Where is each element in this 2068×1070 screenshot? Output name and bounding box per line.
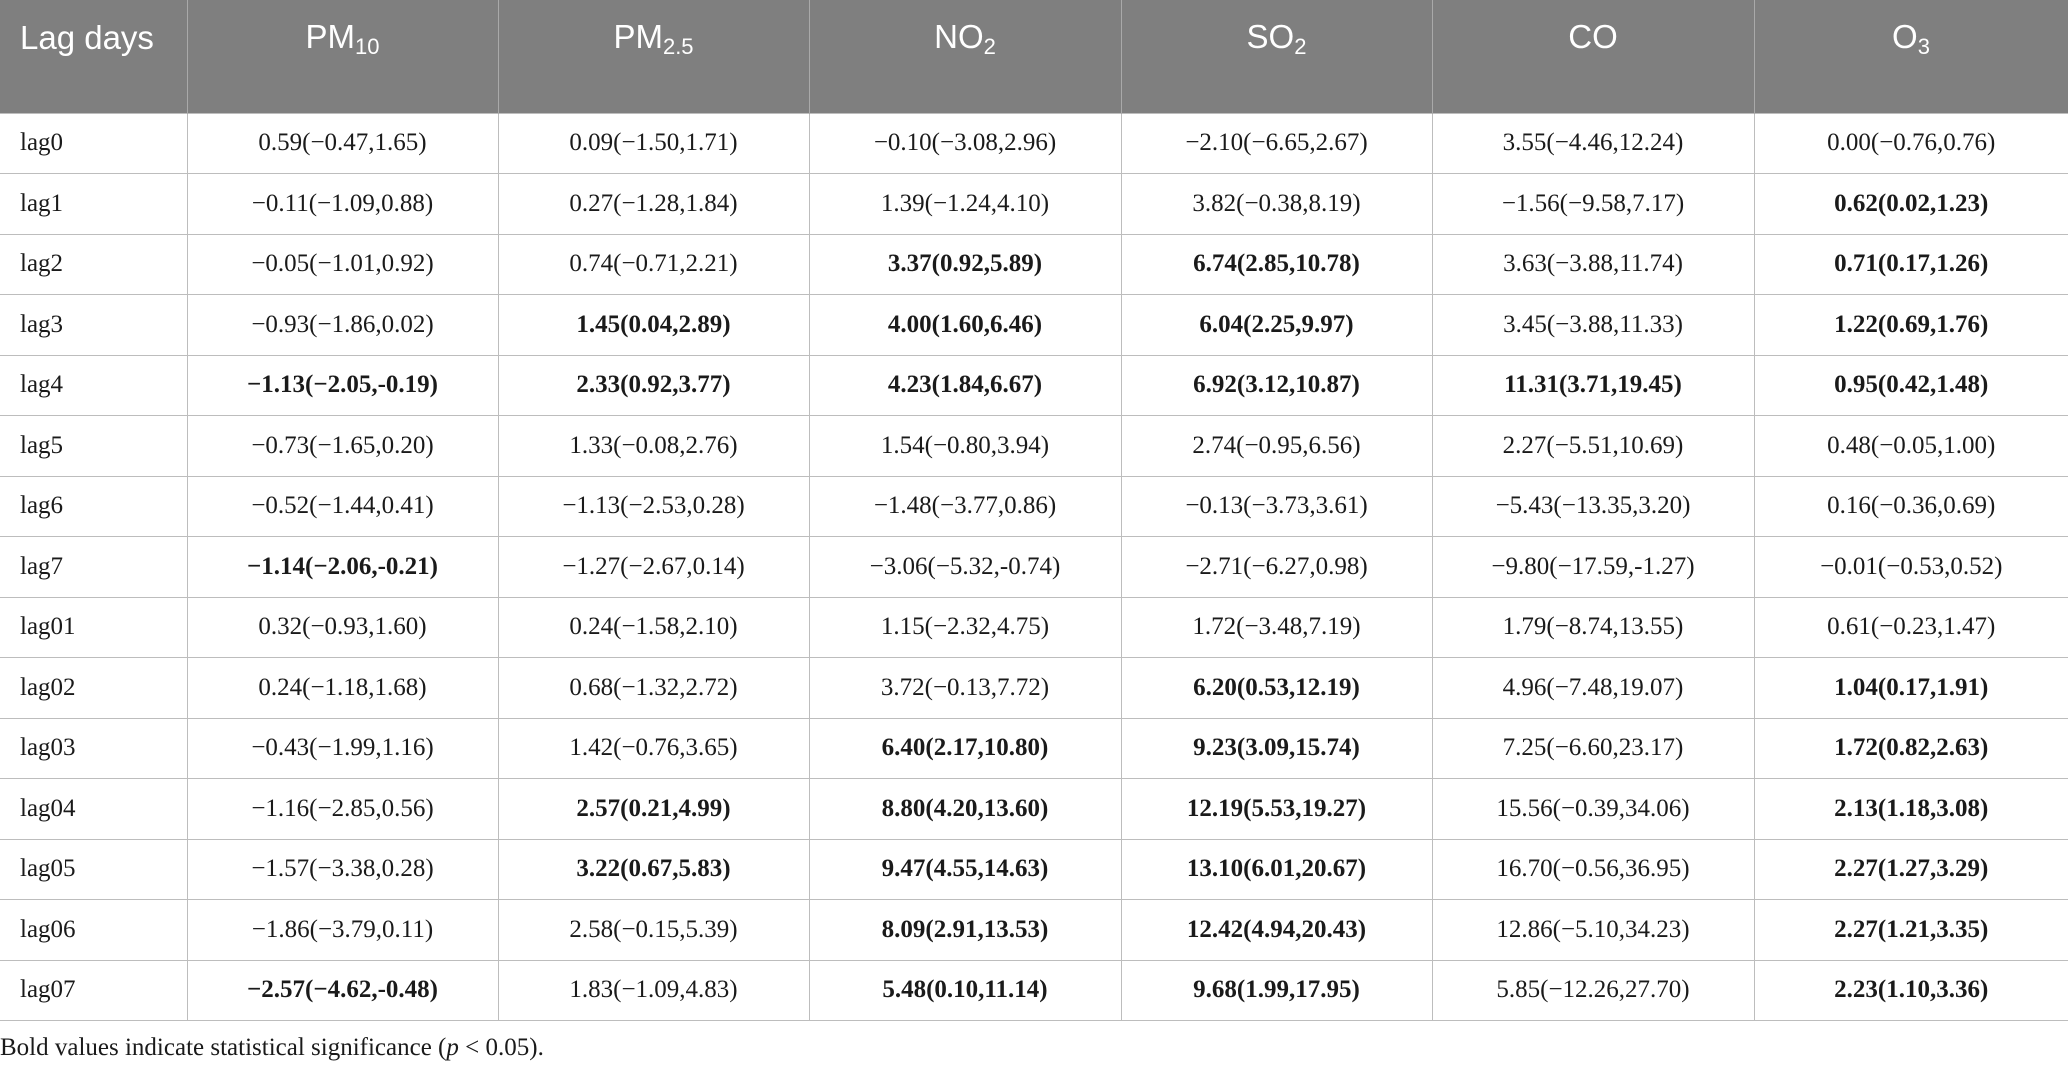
estimate-cell: −1.56(−9.58,7.17) <box>1432 174 1754 235</box>
estimate-cell: 2.27(−5.51,10.69) <box>1432 416 1754 477</box>
estimate-cell: −0.73(−1.65,0.20) <box>187 416 498 477</box>
estimate-cell: 3.45(−3.88,11.33) <box>1432 295 1754 356</box>
table-row <box>0 839 2068 900</box>
estimate-cell: 1.45(0.04,2.89) <box>498 295 809 356</box>
estimate-cell: 6.04(2.25,9.97) <box>1121 295 1432 356</box>
estimate-cell: 6.20(0.53,12.19) <box>1121 658 1432 719</box>
lag-label: lag4 <box>0 355 187 416</box>
estimate-cell: 2.23(1.10,3.36) <box>1754 960 2068 1021</box>
estimate-cell: 0.48(−0.05,1.00) <box>1754 416 2068 477</box>
header-so2: $SO_2$ <box>1121 0 1432 113</box>
estimate-cell: 2.58(−0.15,5.39) <box>498 900 809 961</box>
estimate-cell: 1.39(−1.24,4.10) <box>809 174 1121 235</box>
estimate-cell: 1.54(−0.80,3.94) <box>809 416 1121 477</box>
estimate-cell: 1.72(0.82,2.63) <box>1754 718 2068 779</box>
estimate-cell: 0.09(−1.50,1.71) <box>498 113 809 174</box>
estimate-cell: 2.57(0.21,4.99) <box>498 779 809 840</box>
estimate-cell: −1.14(−2.06,-0.21) <box>187 537 498 598</box>
estimate-cell: 1.22(0.69,1.76) <box>1754 295 2068 356</box>
lag-label: lag07 <box>0 960 187 1021</box>
estimate-cell: −0.01(−0.53,0.52) <box>1754 537 2068 598</box>
estimate-cell: −2.10(−6.65,2.67) <box>1121 113 1432 174</box>
estimate-cell: 1.15(−2.32,4.75) <box>809 597 1121 658</box>
estimate-cell: −1.57(−3.38,0.28) <box>187 839 498 900</box>
estimate-cell: 1.72(−3.48,7.19) <box>1121 597 1432 658</box>
header-pm10: $PM_{10}$ <box>187 0 498 113</box>
estimate-cell: −1.48(−3.77,0.86) <box>809 476 1121 537</box>
estimate-cell: −5.43(−13.35,3.20) <box>1432 476 1754 537</box>
estimate-cell: −2.71(−6.27,0.98) <box>1121 537 1432 598</box>
estimate-cell: 0.32(−0.93,1.60) <box>187 597 498 658</box>
estimate-cell: 3.72(−0.13,7.72) <box>809 658 1121 719</box>
table-row <box>0 174 2068 235</box>
estimate-cell: 5.85(−12.26,27.70) <box>1432 960 1754 1021</box>
estimate-cell: 1.79(−8.74,13.55) <box>1432 597 1754 658</box>
header-o3: $O_3$ <box>1754 0 2068 113</box>
estimate-cell: 7.25(−6.60,23.17) <box>1432 718 1754 779</box>
header-pm25: $PM_{2.5}$ <box>498 0 809 113</box>
estimate-cell: −1.13(−2.53,0.28) <box>498 476 809 537</box>
estimate-cell: −0.11(−1.09,0.88) <box>187 174 498 235</box>
table-header <box>0 0 2068 113</box>
table-row <box>0 537 2068 598</box>
estimate-cell: 12.42(4.94,20.43) <box>1121 900 1432 961</box>
table-row <box>0 658 2068 719</box>
estimate-cell: 4.00(1.60,6.46) <box>809 295 1121 356</box>
estimate-cell: 0.59(−0.47,1.65) <box>187 113 498 174</box>
estimate-cell: −3.06(−5.32,-0.74) <box>809 537 1121 598</box>
estimate-cell: 9.68(1.99,17.95) <box>1121 960 1432 1021</box>
estimate-cell: 6.74(2.85,10.78) <box>1121 234 1432 295</box>
estimate-cell: 0.62(0.02,1.23) <box>1754 174 2068 235</box>
estimate-cell: 13.10(6.01,20.67) <box>1121 839 1432 900</box>
estimate-cell: 0.24(−1.58,2.10) <box>498 597 809 658</box>
estimate-cell: 6.92(3.12,10.87) <box>1121 355 1432 416</box>
estimate-cell: 0.71(0.17,1.26) <box>1754 234 2068 295</box>
estimate-cell: 9.23(3.09,15.74) <box>1121 718 1432 779</box>
estimate-cell: 3.37(0.92,5.89) <box>809 234 1121 295</box>
table-body <box>0 113 2068 1021</box>
estimate-cell: 12.86(−5.10,34.23) <box>1432 900 1754 961</box>
estimate-cell: 0.68(−1.32,2.72) <box>498 658 809 719</box>
estimate-cell: 6.40(2.17,10.80) <box>809 718 1121 779</box>
header-row <box>0 0 2068 113</box>
lag-label: lag02 <box>0 658 187 719</box>
lag-label: lag01 <box>0 597 187 658</box>
table-row <box>0 355 2068 416</box>
estimate-cell: 0.95(0.42,1.48) <box>1754 355 2068 416</box>
estimate-cell: 2.13(1.18,3.08) <box>1754 779 2068 840</box>
estimate-cell: 2.27(1.21,3.35) <box>1754 900 2068 961</box>
lag-label: lag03 <box>0 718 187 779</box>
estimate-cell: 3.63(−3.88,11.74) <box>1432 234 1754 295</box>
header-no2: $NO_2$ <box>809 0 1121 113</box>
lag-label: lag5 <box>0 416 187 477</box>
lag-label: lag2 <box>0 234 187 295</box>
table-row <box>0 597 2068 658</box>
estimate-cell: 15.56(−0.39,34.06) <box>1432 779 1754 840</box>
estimate-cell: 0.74(−0.71,2.21) <box>498 234 809 295</box>
estimate-cell: −0.52(−1.44,0.41) <box>187 476 498 537</box>
estimate-cell: 3.22(0.67,5.83) <box>498 839 809 900</box>
estimate-cell: −0.43(−1.99,1.16) <box>187 718 498 779</box>
estimate-cell: −0.13(−3.73,3.61) <box>1121 476 1432 537</box>
lag-label: lag0 <box>0 113 187 174</box>
estimate-cell: −1.27(−2.67,0.14) <box>498 537 809 598</box>
lag-label: lag6 <box>0 476 187 537</box>
estimate-cell: 0.61(−0.23,1.47) <box>1754 597 2068 658</box>
estimate-cell: −2.57(−4.62,-0.48) <box>187 960 498 1021</box>
estimate-cell: 0.00(−0.76,0.76) <box>1754 113 2068 174</box>
table-row <box>0 416 2068 477</box>
estimate-cell: 2.74(−0.95,6.56) <box>1121 416 1432 477</box>
estimate-cell: 11.31(3.71,19.45) <box>1432 355 1754 416</box>
estimate-cell: 16.70(−0.56,36.95) <box>1432 839 1754 900</box>
estimate-cell: 3.55(−4.46,12.24) <box>1432 113 1754 174</box>
table-row <box>0 718 2068 779</box>
estimate-cell: 4.23(1.84,6.67) <box>809 355 1121 416</box>
estimate-cell: 0.27(−1.28,1.84) <box>498 174 809 235</box>
lag-label: lag05 <box>0 839 187 900</box>
table-row <box>0 476 2068 537</box>
estimate-cell: 9.47(4.55,14.63) <box>809 839 1121 900</box>
estimate-cell: −1.16(−2.85,0.56) <box>187 779 498 840</box>
estimate-cell: 2.27(1.27,3.29) <box>1754 839 2068 900</box>
lag-label: lag3 <box>0 295 187 356</box>
header-lag-days: Lag days <box>0 0 187 113</box>
estimate-cell: −1.13(−2.05,-0.19) <box>187 355 498 416</box>
estimate-cell: −0.93(−1.86,0.02) <box>187 295 498 356</box>
estimate-cell: 0.16(−0.36,0.69) <box>1754 476 2068 537</box>
estimate-cell: 2.33(0.92,3.77) <box>498 355 809 416</box>
estimate-cell: 1.42(−0.76,3.65) <box>498 718 809 779</box>
footnote: Bold values indicate statistical significance (p < 0.05). <box>0 1034 544 1061</box>
estimate-cell: 12.19(5.53,19.27) <box>1121 779 1432 840</box>
table-row <box>0 900 2068 961</box>
lag-label: lag04 <box>0 779 187 840</box>
estimate-cell: 3.82(−0.38,8.19) <box>1121 174 1432 235</box>
header-co: CO <box>1432 0 1754 113</box>
table-row <box>0 113 2068 174</box>
estimate-cell: 4.96(−7.48,19.07) <box>1432 658 1754 719</box>
estimate-cell: −9.80(−17.59,-1.27) <box>1432 537 1754 598</box>
estimate-cell: −1.86(−3.79,0.11) <box>187 900 498 961</box>
lag-label: lag7 <box>0 537 187 598</box>
estimate-cell: 0.24(−1.18,1.68) <box>187 658 498 719</box>
estimate-cell: 1.04(0.17,1.91) <box>1754 658 2068 719</box>
estimate-cell: 8.80(4.20,13.60) <box>809 779 1121 840</box>
estimate-cell: 8.09(2.91,13.53) <box>809 900 1121 961</box>
estimate-cell: 5.48(0.10,11.14) <box>809 960 1121 1021</box>
estimate-cell: −0.05(−1.01,0.92) <box>187 234 498 295</box>
estimate-cell: 1.83(−1.09,4.83) <box>498 960 809 1021</box>
table-row <box>0 779 2068 840</box>
table-row <box>0 960 2068 1021</box>
table-row <box>0 295 2068 356</box>
estimate-cell: 1.33(−0.08,2.76) <box>498 416 809 477</box>
table-row <box>0 234 2068 295</box>
estimate-cell: −0.10(−3.08,2.96) <box>809 113 1121 174</box>
lag-label: lag1 <box>0 174 187 235</box>
lag-label: lag06 <box>0 900 187 961</box>
